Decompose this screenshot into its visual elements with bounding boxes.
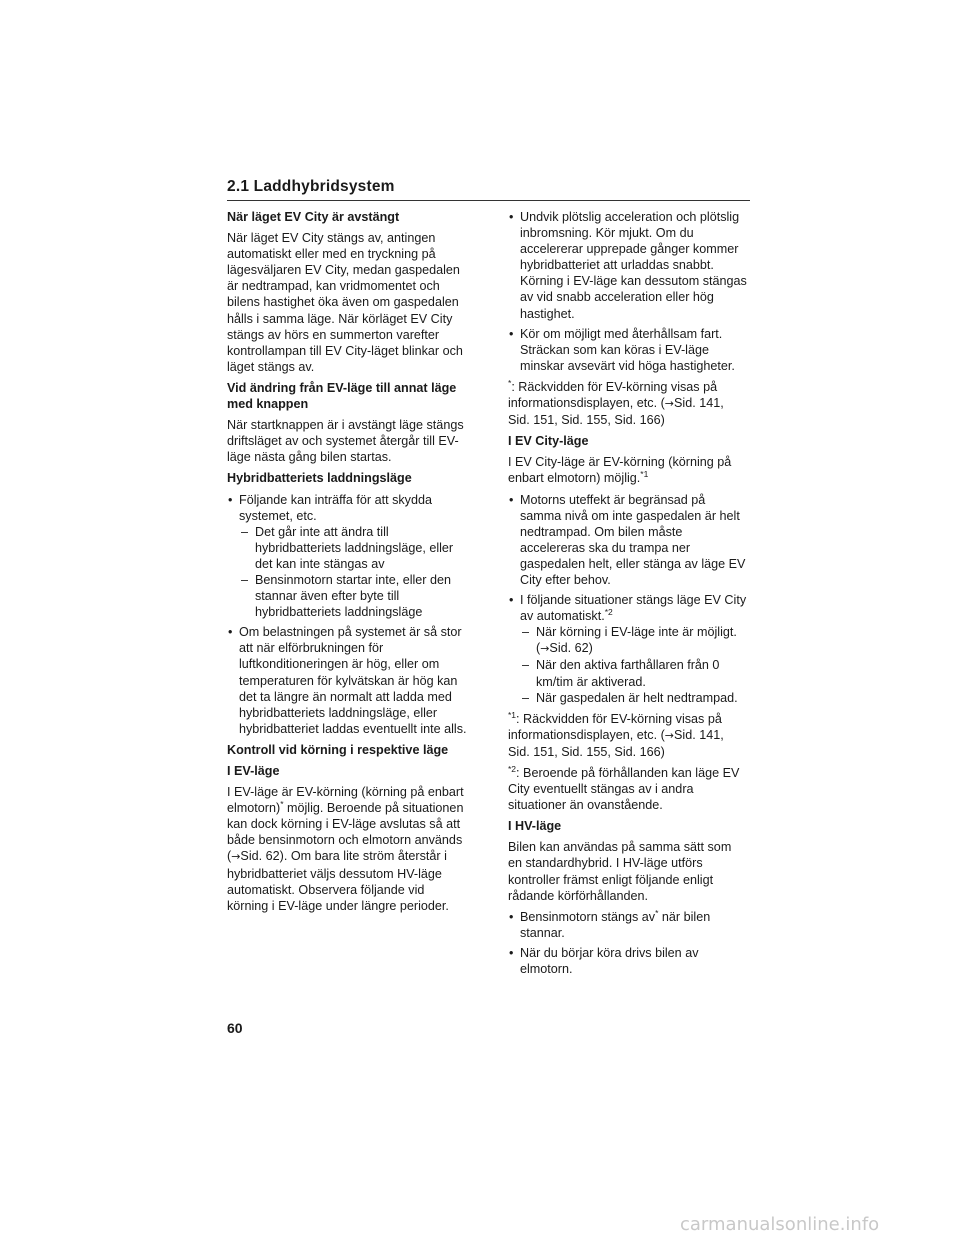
bullet-icon: • [509,326,514,341]
list-item [508,326,748,374]
dash-item-text: Bensinmotorn startar inte, eller den stannar även efter byte till hybridbatteriets laddningsläge [255,572,452,620]
section-title: 2.1 Laddhybridsystem [227,178,395,195]
right-column [508,209,748,982]
arrow-right-icon: → [540,642,550,656]
arrow-right-icon: → [664,397,675,411]
page-number: 60 [227,1020,243,1036]
footnote: $^{*2}$: Beroende på förhållanden kan läge EV City eventuellt stängas av i andra situationer än ovanstående. [508,763,740,813]
left-column [227,209,467,919]
dash-icon: – [522,690,530,705]
list-item-text: Följande kan inträffa för att skydda systemet, etc. [239,492,432,523]
list-item-text: Motorns uteffekt är begränsad på samma nivå om inte gaspedalen är helt nedtrampad. Om bilen måste accelereras ska du trampa ner gaspedalen helt, eller stänga av läge EV City efter behov. [520,492,746,587]
bullet-icon: • [509,210,514,224]
dash-list [520,624,748,705]
heading-charging-mode: Hybridbatteriets laddningsläge [227,471,412,486]
list-item-text: När du börjar köra drivs bilen av elmotorn. [520,945,699,977]
paragraph-ev-mode: I EV-läge är EV-körning (körning på enbart elmotorn)* möjlig. Beroende på situationen kan dock körning i EV-läge avslutas så att både bensinmotorn och elmotorn används (→Sid. 62). Om bara lite ström återstår i hybridbatteriet väljs dessutom HV-läge automatiskt. Observera följande vid körning i EV-läge under längre perioder. [227,785,464,913]
paragraph-mode-change: När startknappen är i avstängt läge stängs driftsläget av och systemet återgår till EV-läge nästa gång bilen startas. [227,418,464,465]
heading-hv-mode: I HV-läge [508,819,562,834]
footnote-marker: *1 [508,709,517,720]
watermark: carmanualsonline.info [680,1214,880,1235]
section-header [227,178,750,201]
footnote: *: Räckvidden för EV-körning visas på informationsdisplayen, etc. (→Sid. 141, Sid. 151, Sid. 155, Sid. 166) [508,377,724,428]
list-item [227,492,467,621]
footnote-marker: * [508,377,512,388]
heading-ev-mode: I EV-läge [227,764,280,778]
arrow-right-icon: → [664,728,675,742]
bullet-list [508,909,748,977]
bullet-icon: • [509,492,514,507]
dash-icon: – [241,572,249,587]
dash-item [239,524,467,572]
dash-list [239,524,467,621]
list-item: • Bensinmotorn stängs av* när bilen stannar. [509,907,711,940]
list-item-text: Undvik plötslig acceleration och plötslig inbromsning. Kör mjukt. Om du accelererar upprepade gånger kommer hybridbatteriet att urladdas snabbt. Körning i EV-läge kan dessutom stängas av vid snabb acceleration eller hög hastighet. [520,210,747,321]
arrow-right-icon: → [231,850,241,864]
heading-ev-city-mode: I EV City-läge [508,434,589,449]
footnote-marker: * [655,907,659,918]
paragraph-ev-city-off: När läget EV City stängs av, antingen automatiskt eller med en tryckning på lägesväljaren EV City, medan gaspedalen är nedtrampad, kan vridmomentet och bilens hastighet öka även om gaspedalen hålls i samma läge. När körläget EV City stängs av hörs en summerton varefter kontrollampan till EV City-läget blinkar och läget stängs av. [227,231,463,374]
bullet-icon: • [509,593,514,608]
list-item [508,492,748,589]
heading-ev-city-off: När läget EV City är avstängt [227,210,400,224]
list-item [227,624,467,737]
list-item-text: Kör om möjligt med återhållsam fart. Sträckan som kan köras i EV-läge minskar avsevärt vid höga hastigheter. [520,326,735,373]
list-item-text: Om belastningen på systemet är så stor att när elförbrukningen för luftkonditioneringen är hög, eller om temperaturen för kylvätskan är hög kan det ta längre än normalt att ladda med hybridbatteriets laddningsläge, eller hybridbatteriet laddas eventuellt inte alls. [239,625,467,736]
footnote-marker: *2 [604,606,613,617]
paragraph-hv-mode: Bilen kan användas på samma sätt som en standardhybrid. I HV-läge utförs kontroller främst enligt följande enligt rådande körförhållanden. [508,840,732,903]
footnote: $^{*1}$: Räckvidden för EV-körning visas på informationsdisplayen, etc. (→Sid. 141, Sid. 151, Sid. 155, Sid. 166) [508,709,724,759]
dash-item: – När körning i EV-läge inte är möjligt. (→Sid. 62) [522,625,737,656]
bullet-icon: • [228,492,233,507]
list-item [508,209,748,322]
footnote-marker: *2 [508,763,517,774]
heading-mode-change: Vid ändring från EV-läge till annat läge med knappen [227,380,457,412]
dash-item [239,572,467,620]
list-item-text: I följande situationer stängs läge EV City av automatiskt. [520,593,747,624]
heading-control: Kontroll vid körning i respektive läge [227,742,449,757]
header-rule [227,200,750,201]
footnote-marker: * [280,799,284,809]
paragraph-ev-city-mode: I EV City-läge är EV-körning (körning på enbart elmotorn) möjlig.$^{*1}$ [508,455,732,486]
bullet-list [508,492,748,706]
list-item [508,945,748,977]
dash-icon: – [522,625,530,640]
footnote-marker: *1 [640,469,649,480]
dash-item: – När gaspedalen är helt nedtrampad. [522,690,738,705]
bullet-list [508,209,748,374]
bullet-icon: • [509,945,514,960]
bullet-list [227,492,467,737]
dash-icon: – [241,524,249,539]
bullet-icon: • [509,909,514,924]
list-item [508,592,748,706]
dash-item-text: Det går inte att ändra till hybridbatteriets laddningsläge, eller det kan inte stängas av [255,524,454,571]
dash-item: – När den aktiva farthållaren från 0 km/tim är aktiverad. [522,658,720,689]
dash-icon: – [522,658,530,673]
bullet-icon: • [228,625,233,640]
